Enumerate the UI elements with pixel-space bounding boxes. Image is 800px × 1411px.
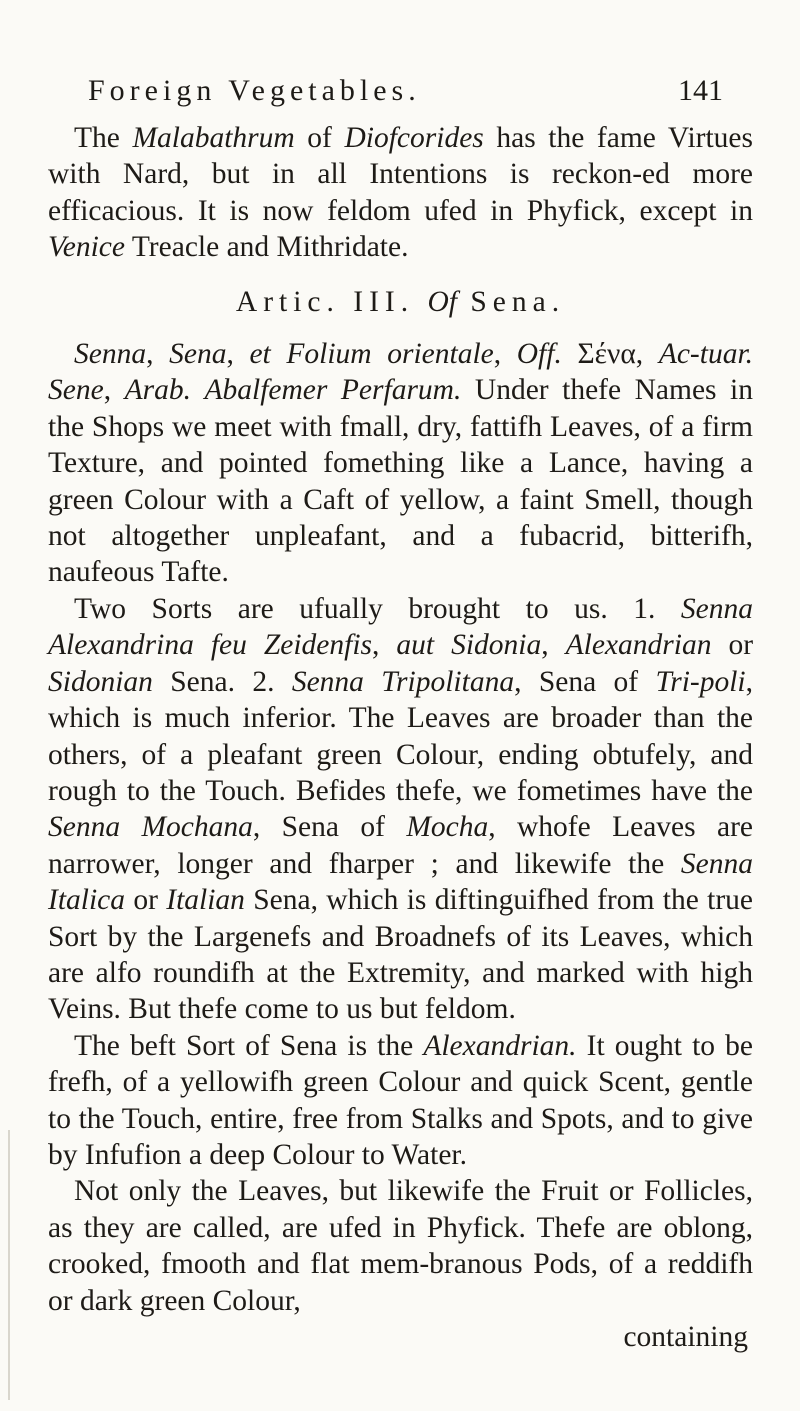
text-run: Σένα, <box>561 338 659 371</box>
text-run: of <box>294 122 345 154</box>
text-run: Treacle and Mithridate. <box>124 231 409 264</box>
text-run: , <box>226 338 250 371</box>
text-run: Mocha <box>406 811 489 844</box>
text-run: Sidonian <box>48 665 153 698</box>
paragraph-best-sort <box>48 1028 753 1174</box>
text-run: Senna <box>74 338 147 371</box>
text-run: , Sena of <box>252 811 407 844</box>
text-run: Diofcorides <box>344 122 484 154</box>
text-run: Two Sorts are ufually brought to us. 1. <box>74 592 681 625</box>
text-run: , <box>103 374 125 407</box>
text-run: Abalfemer Perfarum. <box>204 374 462 407</box>
paragraph-senna-names <box>48 336 753 591</box>
text-run: Of <box>427 285 457 318</box>
paragraph-follicles <box>48 1173 753 1319</box>
text-run: , whofe Leaves are narrower, longer and fharper ; and likewife the <box>48 811 753 880</box>
text-run: containing <box>623 1321 748 1353</box>
text-run: or <box>125 884 167 917</box>
text-run: Not only the Leaves, but likewife the Fruit or Follicles, as they are called, are ufed in Phyfick. Thefe are oblong, crooked, fmooth and flat mem-branous Pods, of a reddifh or dark green Colour, <box>48 1175 753 1317</box>
text-run: Sena. 2. <box>152 665 292 698</box>
text-run: aut Sidonia <box>396 629 542 662</box>
running-header <box>88 74 723 114</box>
text-run: Senna Alexandrina feu Zeidenfis <box>48 592 753 662</box>
body-text <box>48 120 753 1355</box>
article-heading <box>48 284 753 320</box>
text-run: Venice <box>48 231 125 264</box>
paragraph-senna-sorts <box>48 591 753 1028</box>
text-run: Under thefe Names in the Shops we meet with fmall, dry, fattifh Leaves, of a firm Texture, and pointed fomething like a Lance, having a green Colour with a Caft of yellow, a faint Smell, though not altogether unpleafant, and a fubacrid, bitterifh, naufeous Tafte. <box>48 374 753 589</box>
text-run: The <box>74 122 133 154</box>
text-run: , <box>541 629 566 662</box>
text-run: Tri-poli <box>655 665 746 698</box>
text-run: Italian <box>166 884 245 917</box>
page-number: 141 <box>678 74 723 107</box>
paragraph-malabathrum <box>48 120 753 266</box>
text-run: Alexandrian. <box>423 1029 577 1062</box>
gutter-shadow <box>8 1130 10 1400</box>
running-title: Foreign Vegetables. <box>88 74 421 107</box>
text-run: , <box>493 338 517 371</box>
text-run: Ac-tuar. <box>658 338 754 371</box>
text-run: , which is much inferior. The Leaves are broader than the others, of a pleafant green Colour, ending obtufely, and rough to the Touch. Befides thefe, we fometimes have the <box>48 665 753 807</box>
catchword <box>48 1319 753 1355</box>
text-run: Senna Tripolitana <box>291 665 515 698</box>
text-run: Senna Italica <box>48 847 753 917</box>
text-run: Arab. <box>124 374 191 407</box>
text-run: Malabathrum <box>132 122 295 154</box>
text-run: has the fame Virtues with Nard, but in all Intentions is reckon-ed more efficacious. It is now feldom ufed in Phyfick, except in <box>48 122 754 227</box>
text-run: Senna Mochana <box>48 811 253 844</box>
text-run: or <box>711 629 754 662</box>
text-run: , Sena of <box>514 665 656 698</box>
text-run <box>191 374 205 406</box>
text-run: Alexandrian <box>565 629 712 662</box>
text-run: , <box>372 629 397 662</box>
text-run: Sena <box>169 338 227 371</box>
text-run: , <box>146 338 170 371</box>
text-run: Sena, which is diftinguifhed from the true Sort by the Largenefs and Broadnefs of its Leaves, which are alfo roundifh at the Extremity, and marked with high Veins. But thefe come to us but feldom. <box>48 884 753 1026</box>
text-run: It ought to be frefh, of a yellowifh green Colour and quick Scent, gentle to the Touch, entire, free from Stalks and Spots, and to give by Infufion a deep Colour to Water. <box>48 1029 753 1171</box>
text-run: et Folium orientale <box>249 338 494 371</box>
text-run: Artic. III. <box>235 285 428 318</box>
text-run: Off. <box>516 338 562 371</box>
text-run: Sene <box>48 374 104 407</box>
text-run: Sena. <box>457 285 566 318</box>
text-run: The beft Sort of Sena is the <box>74 1029 424 1062</box>
